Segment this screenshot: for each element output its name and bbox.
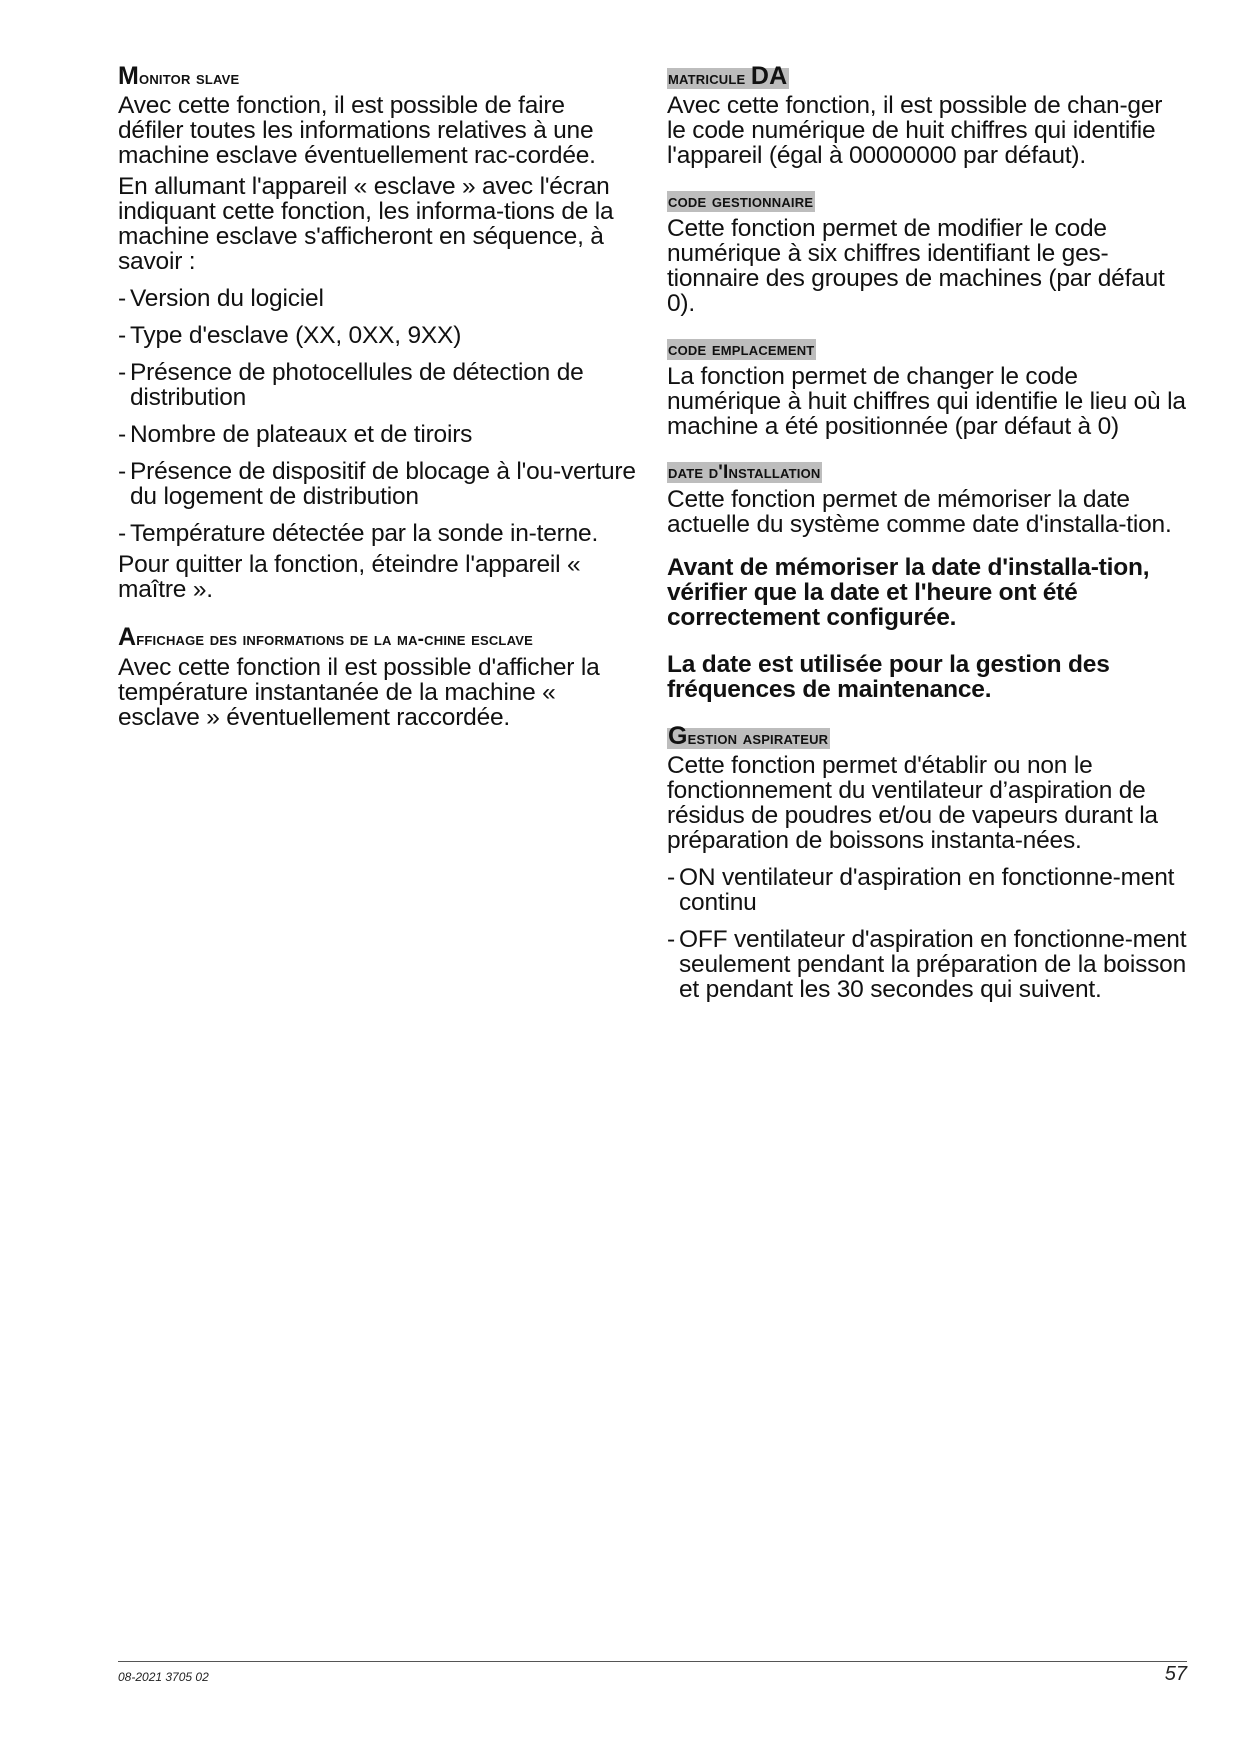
section-matricule	[667, 64, 1187, 168]
section-code-gestionnaire	[667, 190, 1187, 316]
paragraph: Pour quitter la fonction, éteindre l'appareil « maître ».	[118, 551, 581, 603]
info-list	[118, 286, 636, 546]
section-title-affichage: Affichage des informations de la ma-chine esclave	[118, 623, 533, 651]
warning-paragraph: Avant de mémoriser la date d'installa-tion, vérifier que la date et l'heure ont été correctement configurée.	[667, 554, 1150, 631]
paragraph: Cette fonction permet de modifier le code numérique à six chiffres identifiant le ges-tionnaire des groupes de machines (par défaut 0).	[667, 215, 1165, 317]
option-list	[667, 865, 1187, 1002]
paragraph: Avec cette fonction, il est possible de chan-ger le code numérique de huit chiffres qui identifie l'appareil (égal à 00000000 par défaut).	[667, 92, 1163, 169]
list-item: - Présence de photocellules de détection de distribution	[118, 360, 636, 410]
list-item: - Version du logiciel	[118, 286, 636, 311]
paragraph: Avec cette fonction, il est possible de faire défiler toutes les informations relatives à une machine esclave éventuellement rac-cordée.	[118, 92, 596, 169]
section-date-installation	[667, 461, 1187, 702]
list-item: - Type d'esclave (XX, 0XX, 9XX)	[118, 323, 636, 348]
section-code-emplacement	[667, 338, 1187, 439]
right-column	[667, 64, 1187, 1024]
list-item: - Température détectée par la sonde in-terne.	[118, 521, 636, 546]
left-column	[118, 64, 636, 752]
paragraph: Avec cette fonction il est possible d'afficher la température instantanée de la machine « esclave » éventuellement raccordée.	[118, 654, 600, 731]
list-item: - OFF ventilateur d'aspiration en fonctionne-ment seulement pendant la préparation de la boisson et pendant les 30 secondes qui suivent.	[667, 927, 1187, 1002]
page-number: 57	[1164, 1663, 1187, 1685]
note-paragraph: La date est utilisée pour la gestion des fréquences de maintenance.	[667, 651, 1110, 703]
paragraph: Cette fonction permet d'établir ou non le fonctionnement du ventilateur d’aspiration de résidus de poudres et/ou de vapeurs durant la préparation de boissons instanta-nées.	[667, 752, 1158, 854]
section-title-gestion-aspirateur: Gestion aspirateur	[668, 722, 829, 750]
section-title-matricule: matricule DA	[668, 62, 788, 90]
paragraph: En allumant l'appareil « esclave » avec l'écran indiquant cette fonction, les informa-tions de la machine esclave s'afficheront en séquence, à savoir :	[118, 173, 614, 275]
list-item: - Nombre de plateaux et de tiroirs	[118, 422, 636, 447]
footer-divider	[118, 1661, 1187, 1662]
section-affichage	[118, 624, 636, 730]
section-monitor-slave	[118, 64, 636, 602]
section-title-date-installation: date d'Installation	[668, 462, 821, 483]
section-gestion-aspirateur	[667, 724, 1187, 1002]
document-code: 08-2021 3705 02	[118, 1670, 209, 1684]
paragraph: Cette fonction permet de mémoriser la date actuelle du système comme date d'installa-tion.	[667, 486, 1172, 538]
section-title-code-emplacement: code emplacement	[668, 339, 815, 360]
paragraph: La fonction permet de changer le code numérique à huit chiffres qui identifie le lieu où la machine a été positionnée (par défaut à 0)	[667, 363, 1186, 440]
list-item: - Présence de dispositif de blocage à l'ou-verture du logement de distribution	[118, 459, 636, 509]
section-title-monitor-slave: Monitor slave	[118, 62, 240, 90]
section-title-code-gestionnaire: code gestionnaire	[668, 191, 814, 212]
list-item: - ON ventilateur d'aspiration en fonctionne-ment continu	[667, 865, 1187, 915]
